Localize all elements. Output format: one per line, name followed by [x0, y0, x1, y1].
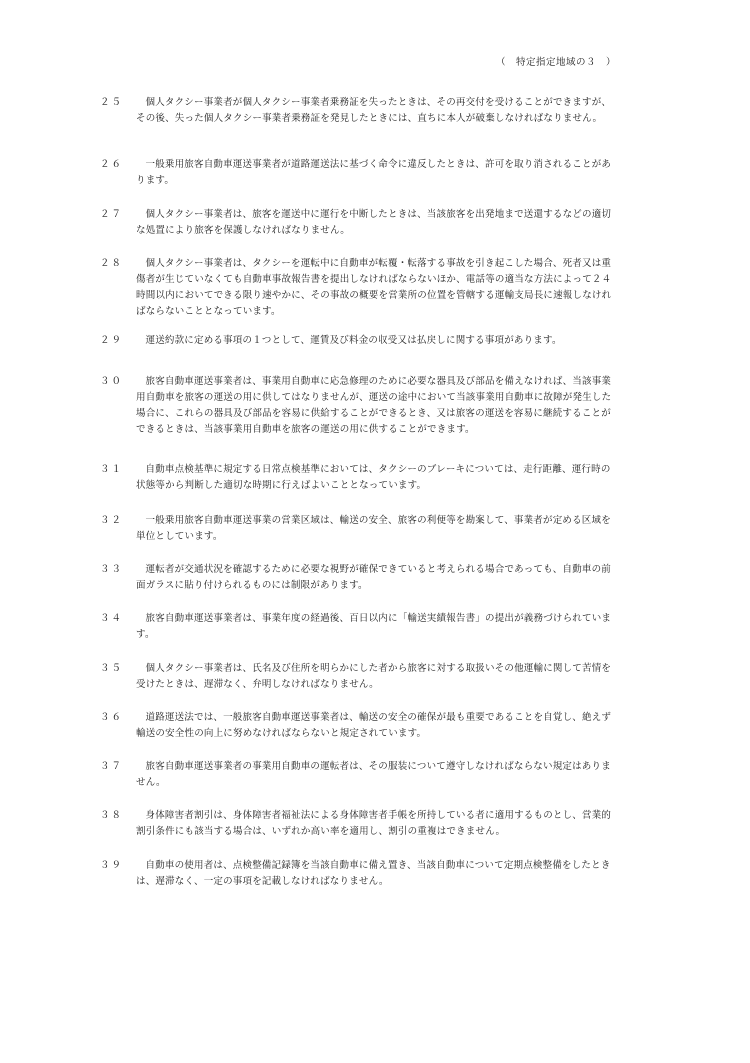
question-34: [100, 611, 612, 643]
question-number: ２８: [100, 258, 124, 269]
question-text: 自動車点検基準に規定する日常点検基準においては、タクシーのブレーキについては、走行距離、運行時の状態等から判断した適切な時期に行えばよいこととなっています。: [136, 464, 611, 491]
question-text: 個人タクシー事業者が個人タクシー事業者乗務証を失ったときは、その再交付を受けることができますが、その後、失った個人タクシー事業者乗務証を発見したときには、直ちに本人が破棄しなければなりません。: [136, 97, 612, 124]
question-text: 一般乗用旅客自動車運送事業者が道路運送法に基づく命令に違反したときは、許可を取り消されることがあります。: [136, 159, 612, 186]
question-number: ２６: [100, 159, 124, 170]
question-number: ３１: [100, 464, 124, 475]
question-text: 個人タクシー事業者は、タクシーを運転中に自動車が転覆・転落する事故を引き起こした場合、死者又は重傷者が生じていなくても自動車事故報告書を提出しなければならないほか、電話等の適当な方法によって２４時間以内においてできる限り速やかに、その事故の概要を営業所の位置を管轄する運輸支局長に速報しなければならないこととなっています。: [136, 258, 612, 317]
question-text: 一般乗用旅客自動車運送事業の営業区域は、輸送の安全、旅客の利便等を勘案して、事業者が定める区域を単位としています。: [136, 515, 611, 542]
question-33: [100, 562, 612, 594]
question-text: 個人タクシー事業者は、氏名及び住所を明らかにした者から旅客に対する取扱いその他運輸に関して苦情を受けたときは、遅滞なく、弁明しなければなりません。: [136, 663, 612, 690]
question-35: [100, 661, 612, 693]
question-38: [100, 808, 612, 840]
question-text: 旅客自動車運送事業者は、事業年度の経過後、百日以内に「輸送実績報告書」の提出が義務づけられています。: [136, 613, 612, 640]
question-37: [100, 759, 612, 791]
question-29: [100, 333, 612, 349]
question-36: [100, 710, 612, 742]
question-27: [100, 207, 612, 239]
question-number: ２７: [100, 209, 124, 220]
question-25: [100, 95, 612, 127]
question-26: [100, 157, 612, 189]
question-number: ３８: [100, 810, 124, 821]
question-number: ３５: [100, 663, 124, 674]
question-number: ３４: [100, 613, 124, 624]
question-number: ３６: [100, 712, 124, 723]
section-header: （ 特定指定地域の３ ）: [496, 57, 617, 68]
question-number: ３９: [100, 860, 124, 871]
question-text: 個人タクシー事業者は、旅客を運送中に運行を中断したときは、当該旅客を出発地まで送還するなどの適切な処置により旅客を保護しなければなりません。: [136, 209, 612, 236]
question-text: 運転者が交通状況を確認するために必要な視野が確保できていると考えられる場合であっても、自動車の前面ガラスに貼り付けられるものには制限があります。: [136, 564, 612, 591]
question-30: [100, 374, 612, 438]
question-number: ３７: [100, 761, 124, 772]
question-32: [100, 513, 612, 545]
question-text: 旅客自動車運送事業者の事業用自動車の運転者は、その服装について遵守しなければならない規定はありません。: [136, 761, 611, 788]
question-number: ３３: [100, 564, 124, 575]
question-28: [100, 256, 612, 320]
question-text: 運送約款に定める事項の１つとして、運賃及び料金の収受又は払戻しに関する事項があります。: [145, 335, 562, 346]
question-31: [100, 462, 612, 494]
question-text: 身体障害者割引は、身体障害者福祉法による身体障害者手帳を所持している者に適用するものとし、営業的割引条件にも該当する場合は、いずれか高い率を適用し、割引の重複はできません。: [136, 810, 612, 837]
question-text: 旅客自動車運送事業者は、事業用自動車に応急修理のために必要な器具及び部品を備えなければ、当該事業用自動車を旅客の運送の用に供してはなりませんが、運送の途中において当該事業用自動車に故障が発生した場合に、これらの器具及び部品を容易に供給することができるとき、又は旅客の運送を容易に継続することができるときは、当該事業用自動車を旅客の運送の用に供することができます。: [136, 376, 612, 435]
question-text: 道路運送法では、一般旅客自動車運送事業者は、輸送の安全の確保が最も重要であることを自覚し、絶えず輸送の安全性の向上に努めなければならないと規定されています。: [136, 712, 612, 739]
question-39: [100, 858, 612, 890]
question-number: ２９: [100, 335, 124, 346]
question-number: ２５: [100, 97, 124, 108]
question-number: ３２: [100, 515, 124, 526]
question-number: ３０: [100, 376, 124, 387]
question-text: 自動車の使用者は、点検整備記録簿を当該自動車に備え置き、当該自動車について定期点検整備をしたときは、遅滞なく、一定の事項を記載しなければなりません。: [136, 860, 611, 887]
